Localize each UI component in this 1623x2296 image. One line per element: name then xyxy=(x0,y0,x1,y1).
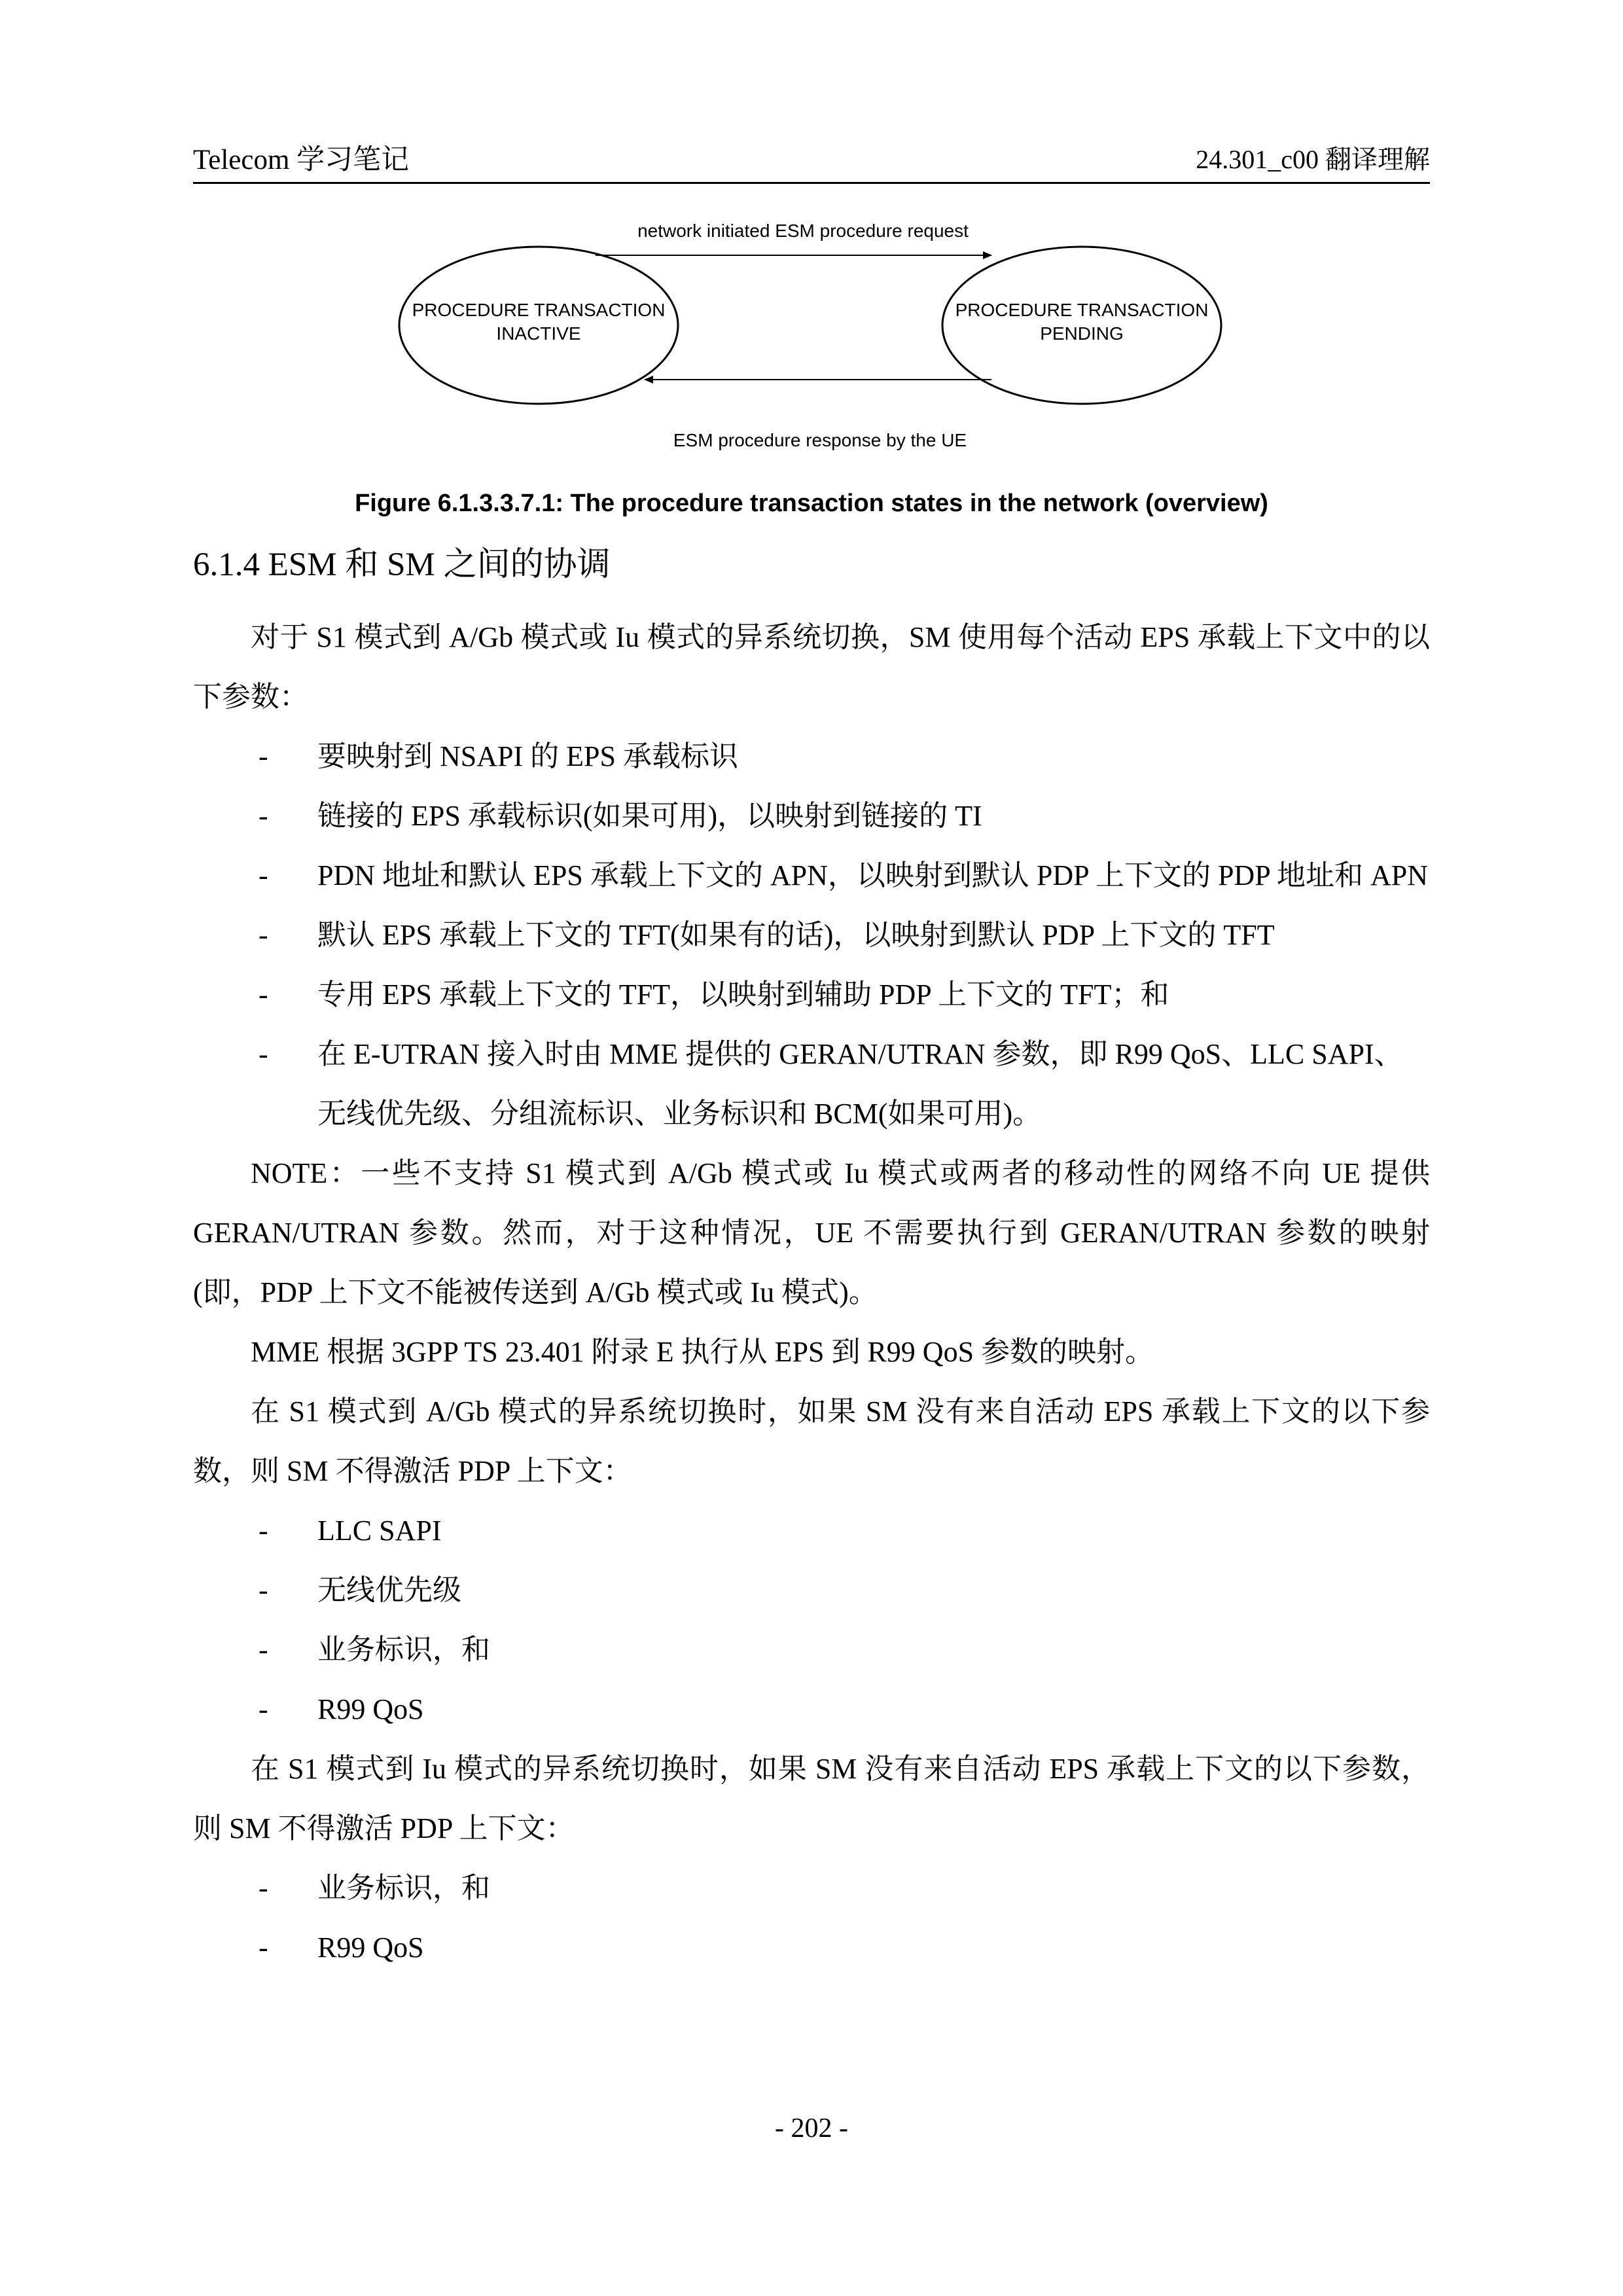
bullet-dash: - xyxy=(259,740,268,772)
list-item-text: 默认 EPS 承载上下文的 TFT(如果有的话)，以映射到默认 PDP 上下文的 TFT xyxy=(317,919,1275,951)
figure-caption: Figure 6.1.3.3.7.1: The procedure transaction states in the network (overview) xyxy=(355,490,1268,517)
state-pending-label-2: PENDING xyxy=(1040,323,1124,344)
list-item xyxy=(193,786,1430,846)
state-diagram xyxy=(0,216,1623,465)
list-item-text: 链接的 EPS 承载标识(如果可用)，以映射到链接的 TI xyxy=(317,800,982,832)
header-left-title: Telecom 学习笔记 xyxy=(193,145,410,175)
list-item xyxy=(193,905,1430,965)
bullet-dash: - xyxy=(259,1515,268,1547)
list-item-text: 在 E-UTRAN 接入时由 MME 提供的 GERAN/UTRAN 参数，即 R99 QoS、LLC SAPI、无线优先级、分组流标识、业务标识和 BCM(如果可用)。 xyxy=(317,1038,1403,1130)
state-inactive-label-2: INACTIVE xyxy=(496,323,581,344)
bullet-dash: - xyxy=(259,978,268,1011)
list-item xyxy=(193,726,1430,786)
bullet-dash: - xyxy=(259,1931,268,1964)
paragraph-mme-mapping: MME 根据 3GPP TS 23.401 附录 E 执行从 EPS 到 R99 QoS 参数的映射。 xyxy=(251,1336,1154,1368)
list-item xyxy=(193,1858,1430,1918)
list-item xyxy=(193,1024,1430,1143)
list-item xyxy=(193,1679,1430,1739)
list-item xyxy=(193,846,1430,905)
page-number: - 202 - xyxy=(775,2113,848,2144)
bullet-dash: - xyxy=(259,1693,268,1725)
paragraph-agb-handover: 在 S1 模式到 A/Gb 模式的异系统切换时，如果 SM 没有来自活动 EPS 承载上下文的以下参数，则 SM 不得激活 PDP 上下文： xyxy=(193,1395,1430,1487)
list-item xyxy=(193,1501,1430,1560)
list-item xyxy=(193,1620,1430,1679)
state-pending-label-1: PROCEDURE TRANSACTION xyxy=(955,300,1209,320)
list-item-text: PDN 地址和默认 EPS 承载上下文的 APN，以映射到默认 PDP 上下文的 PDP 地址和 APN xyxy=(317,859,1429,891)
list-item-text: 专用 EPS 承载上下文的 TFT，以映射到辅助 PDP 上下文的 TFT；和 xyxy=(317,978,1169,1011)
paragraph-intro: 对于 S1 模式到 A/Gb 模式或 Iu 模式的异系统切换，SM 使用每个活动 EPS 承载上下文中的以下参数： xyxy=(193,621,1430,713)
bullet-dash: - xyxy=(259,859,268,891)
list-item-text: R99 QoS xyxy=(317,1931,424,1964)
paragraph-note: NOTE：一些不支持 S1 模式到 A/Gb 模式或 Iu 模式或两者的移动性的网络不向 UE 提供 GERAN/UTRAN 参数。然而，对于这种情况，UE 不需要执行到 GERAN/UTRAN 参数的映射(即，PDP 上下文不能被传送到 A/Gb 模式或 Iu 模式)。 xyxy=(193,1157,1430,1308)
arrow-bottom-label: ESM procedure response by the UE xyxy=(673,430,967,450)
section-title: 6.1.4 ESM 和 SM 之间的协调 xyxy=(193,547,611,583)
bullet-dash: - xyxy=(259,1872,268,1904)
list-item-text: 业务标识，和 xyxy=(317,1634,490,1666)
arrow-top-label: network initiated ESM procedure request xyxy=(637,221,969,241)
header-right-title: 24.301_c00 翻译理解 xyxy=(1196,145,1430,174)
body-content xyxy=(193,607,1430,1977)
list-item-text: LLC SAPI xyxy=(317,1515,442,1547)
list-item-text: 无线优先级 xyxy=(317,1574,461,1606)
list-item xyxy=(193,1560,1430,1620)
state-diagram-svg xyxy=(0,216,1623,465)
bullet-dash: - xyxy=(259,919,268,951)
bullet-dash: - xyxy=(259,1038,268,1070)
list-item xyxy=(193,1918,1430,1977)
list-item-text: R99 QoS xyxy=(317,1693,424,1725)
state-inactive-label-1: PROCEDURE TRANSACTION xyxy=(412,300,666,320)
paragraph-iu-handover: 在 S1 模式到 Iu 模式的异系统切换时，如果 SM 没有来自活动 EPS 承载上下文的以下参数，则 SM 不得激活 PDP 上下文： xyxy=(193,1753,1430,1844)
list-item xyxy=(193,965,1430,1024)
bullet-dash: - xyxy=(259,1634,268,1666)
bullet-dash: - xyxy=(259,800,268,832)
bullet-dash: - xyxy=(259,1574,268,1606)
page-header xyxy=(193,131,1430,184)
list-item-text: 业务标识，和 xyxy=(317,1872,490,1904)
list-item-text: 要映射到 NSAPI 的 EPS 承载标识 xyxy=(317,740,738,772)
